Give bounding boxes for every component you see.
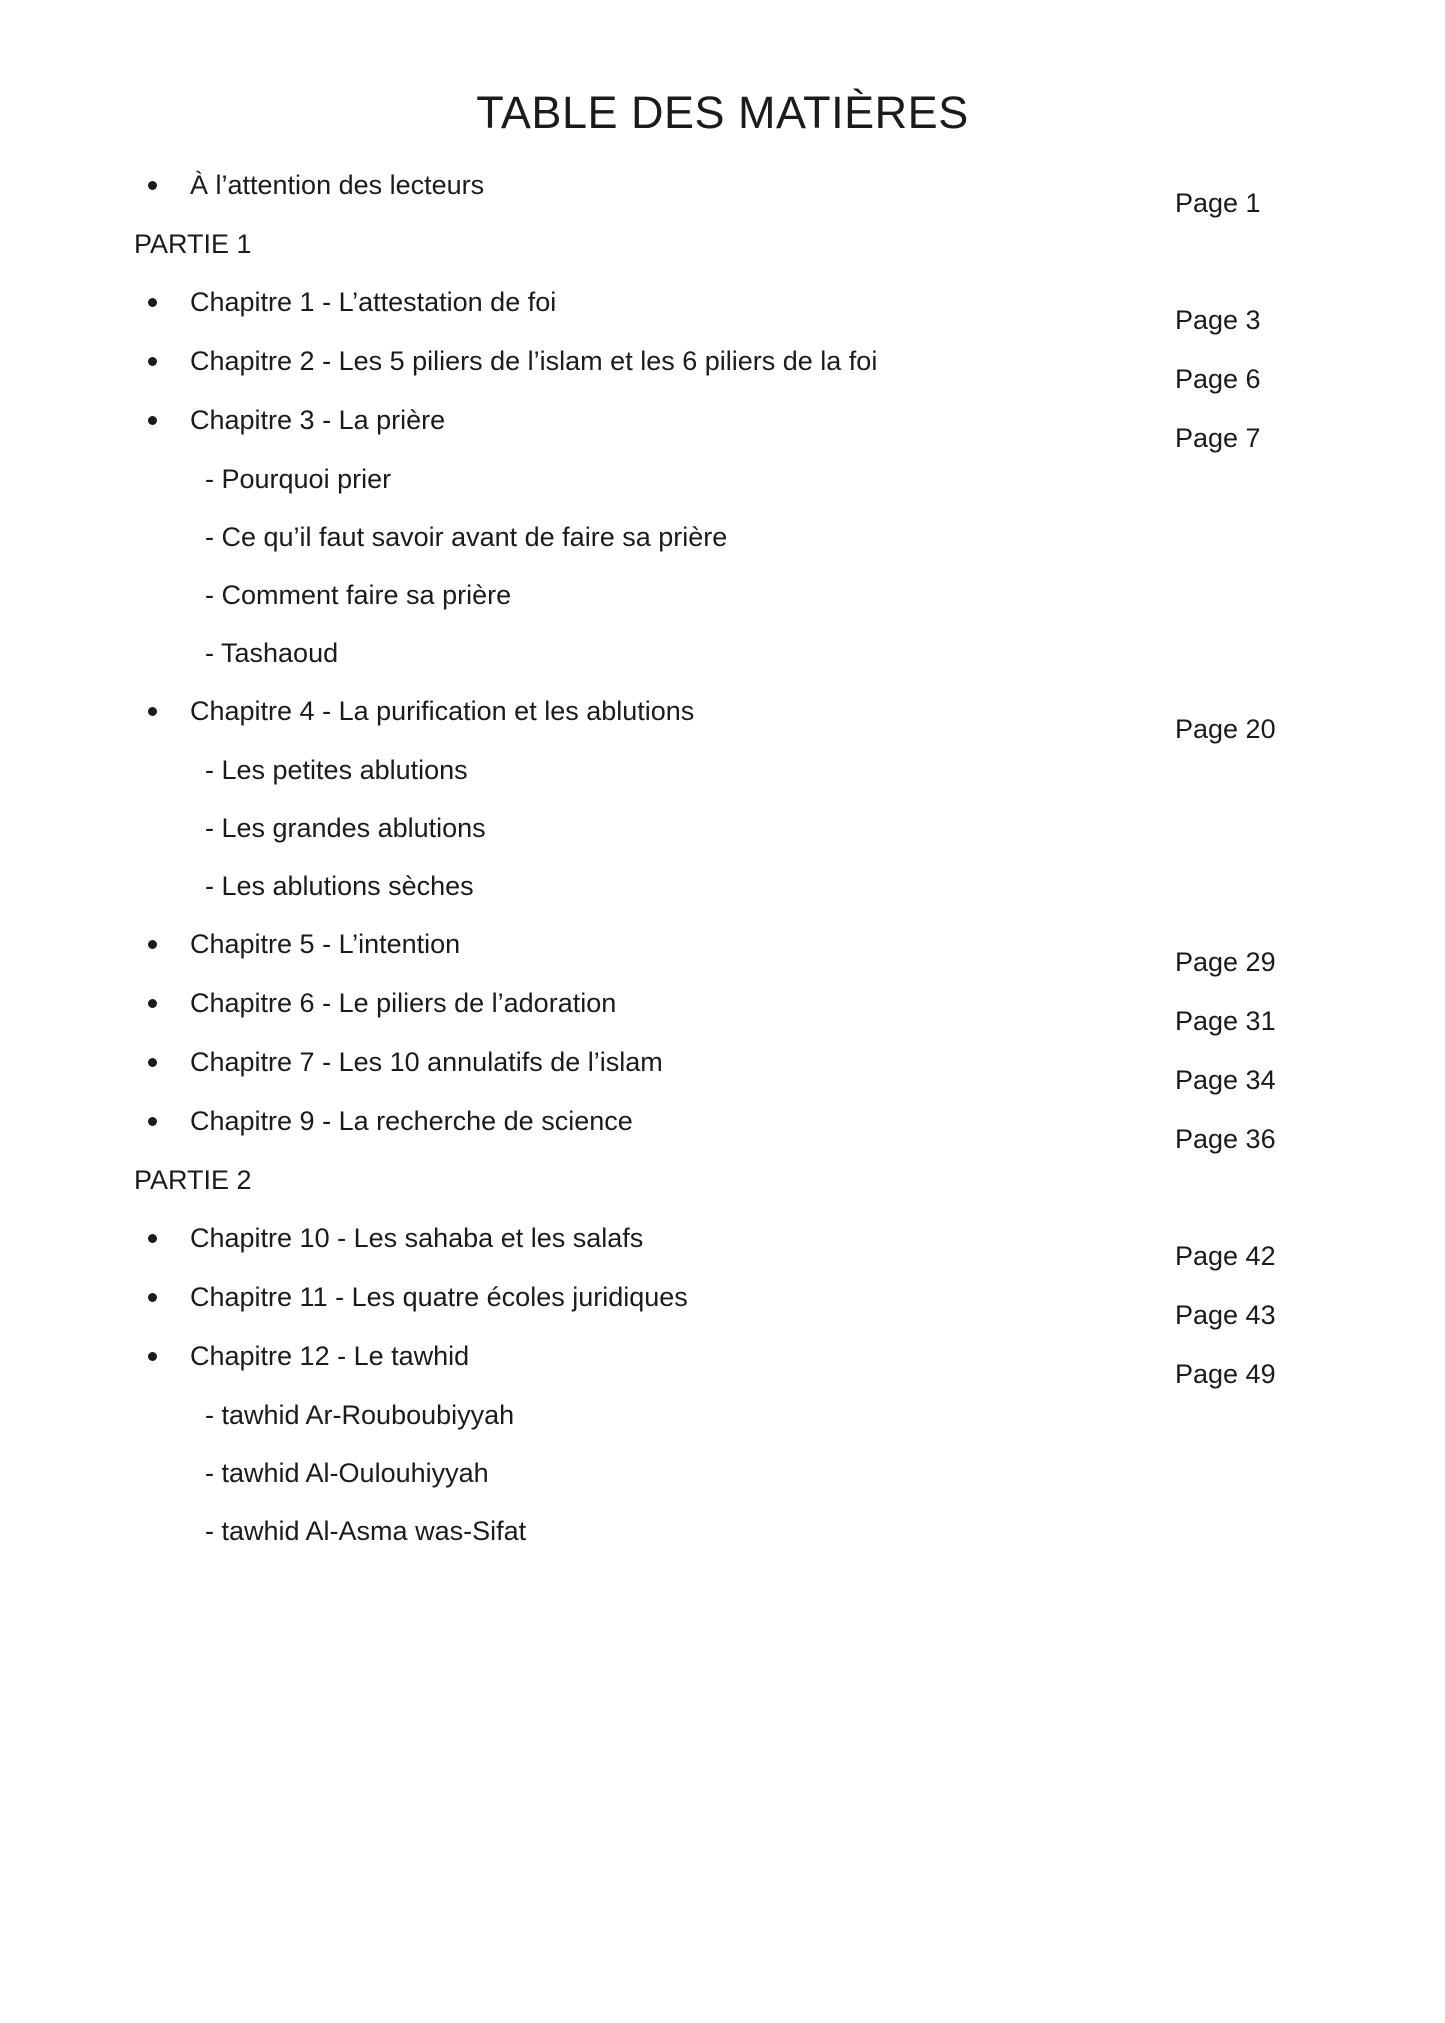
toc-subentry [0,1456,1445,1514]
toc-subentry-label[interactable]: - Les ablutions sèches [205,871,474,901]
toc-entry-label[interactable] [0,986,616,1020]
toc-subentry [0,753,1445,811]
toc-subentry [0,636,1445,694]
toc-subentry-label[interactable]: - tawhid Ar-Rouboubiyyah [205,1400,515,1430]
toc-subentry-label[interactable]: - Les petites ablutions [205,755,468,785]
bullet-icon [148,298,157,307]
toc-entry-label[interactable] [0,403,445,437]
toc-subentry-label[interactable]: - Ce qu’il faut savoir avant de faire sa prière [205,522,728,552]
toc-entry-label[interactable] [0,344,877,378]
toc-entry-text: Chapitre 2 - Les 5 piliers de l’islam et les 6 piliers de la foi [190,346,878,376]
toc-subentry [0,1398,1445,1456]
toc-entry-label[interactable] [0,1221,643,1255]
toc-entry-label[interactable] [0,694,694,728]
toc-page-number: Page 31 [1175,1006,1276,1036]
toc-entry-text: Chapitre 1 - L’attestation de foi [190,287,557,317]
toc-entry [0,344,1445,403]
toc-entry-label[interactable] [0,285,556,319]
toc-entry [0,927,1445,986]
toc-subentry-label[interactable]: - Pourquoi prier [205,464,392,494]
toc-entry [0,1280,1445,1339]
bullet-icon [148,1352,157,1361]
toc-entry [0,1045,1445,1104]
toc-entry-text: Chapitre 7 - Les 10 annulatifs de l’islam [190,1047,663,1077]
toc-entry-label[interactable] [0,1339,469,1373]
bullet-icon [148,707,157,716]
toc-entry-label[interactable] [0,1280,688,1314]
toc-entry-label[interactable] [0,927,460,961]
toc-entry [0,1104,1445,1163]
toc-entry [0,694,1445,753]
toc-subentry [0,811,1445,869]
bullet-icon [148,1058,157,1067]
toc-subentry [0,462,1445,520]
toc-page-number: Page 29 [1175,947,1276,977]
toc-subentry-label[interactable]: - Comment faire sa prière [205,580,512,610]
bullet-icon [148,357,157,366]
toc-part-label: PARTIE 2 [134,1165,252,1195]
toc-page-number: Page 49 [1175,1359,1276,1389]
toc-page-number: Page 7 [1175,423,1261,453]
toc-entry [0,285,1445,344]
toc-entry-text: Chapitre 9 - La recherche de science [190,1106,633,1136]
toc-part-heading [0,227,1445,285]
toc-subentry [0,869,1445,927]
toc-page-number: Page 43 [1175,1300,1276,1330]
toc-entry [0,403,1445,462]
toc-entry-text: Chapitre 11 - Les quatre écoles juridiques [190,1282,688,1312]
bullet-icon [148,1117,157,1126]
toc-page-number: Page 36 [1175,1124,1276,1154]
bullet-icon [148,999,157,1008]
toc-entry-text: Chapitre 10 - Les sahaba et les salafs [190,1223,644,1253]
toc-part-heading [0,1163,1445,1221]
toc-subentry-label[interactable]: - tawhid Al-Asma was-Sifat [205,1516,527,1546]
toc-entry-label[interactable] [0,168,484,202]
toc-list [0,168,1445,1572]
toc-subentry-label[interactable]: - Tashaoud [205,638,339,668]
toc-page-number: Page 6 [1175,364,1261,394]
bullet-icon [148,181,157,190]
page-title: TABLE DES MATIÈRES [476,87,969,139]
toc-subentry-label[interactable]: - tawhid Al-Oulouhiyyah [205,1458,489,1488]
toc-subentry-label[interactable]: - Les grandes ablutions [205,813,486,843]
toc-entry-text: Chapitre 3 - La prière [190,405,446,435]
toc-entry-text: Chapitre 6 - Le piliers de l’adoration [190,988,617,1018]
bullet-icon [148,416,157,425]
toc-part-label: PARTIE 1 [134,229,252,259]
toc-page-number: Page 42 [1175,1241,1276,1271]
toc-subentry [0,578,1445,636]
bullet-icon [148,1293,157,1302]
bullet-icon [148,940,157,949]
toc-page-number: Page 20 [1175,714,1276,744]
toc-subentry [0,520,1445,578]
toc-entry [0,1221,1445,1280]
bullet-icon [148,1234,157,1243]
toc-entry-text: Chapitre 12 - Le tawhid [190,1341,470,1371]
toc-entry-label[interactable] [0,1104,633,1138]
toc-entry-label[interactable] [0,1045,663,1079]
toc-entry [0,986,1445,1045]
toc-entry [0,168,1445,227]
toc-page-number: Page 3 [1175,305,1261,335]
toc-page-number: Page 1 [1175,188,1261,218]
toc-entry-text: Chapitre 4 - La purification et les ablutions [190,696,695,726]
toc-entry [0,1339,1445,1398]
toc-page-number: Page 34 [1175,1065,1276,1095]
toc-entry-text: Chapitre 5 - L’intention [190,929,461,959]
toc-entry-text: À l’attention des lecteurs [190,170,485,200]
toc-subentry [0,1514,1445,1572]
